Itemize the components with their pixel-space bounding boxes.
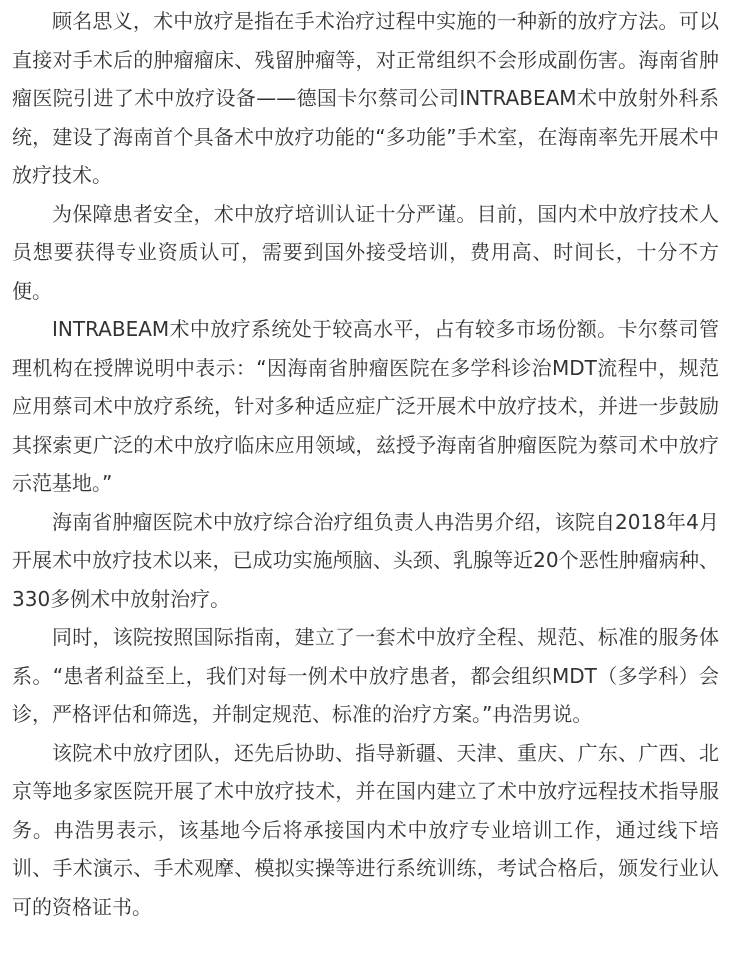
paragraph-6: 该院术中放疗团队，还先后协助、指导新疆、天津、重庆、广东、广西、北京等地多家医院开展了术中放疗技术，并在国内建立了术中放疗远程技术指导服务。冉浩男表示，该基地今后将承接国内术中放疗专业培训工作，通过线下培训、手术演示、手术观摩、模拟实操等进行系统训练，考试合格后，颁发行业认可的资格证书。: [12, 740, 719, 919]
paragraph-4: 海南省肿瘤医院术中放疗综合治疗组负责人冉浩男介绍，该院自2018年4月开展术中放疗技术以来，已成功实施颅脑、头颈、乳腺等近20个恶性肿瘤病种、330多例术中放射治疗。: [12, 509, 719, 611]
paragraph-1: 顾名思义，术中放疗是指在手术治疗过程中实施的一种新的放疗方法。可以直接对手术后的肿瘤瘤床、残留肿瘤等，对正常组织不会形成副伤害。海南省肿瘤医院引进了术中放疗设备——德国卡尔蔡司公司INTRABEAM术中放射外科系统，建设了海南首个具备术中放疗功能的“多功能”手术室，在海南率先开展术中放疗技术。: [12, 9, 719, 187]
paragraph-2: 为保障患者安全，术中放疗培训认证十分严谨。目前，国内术中放疗技术人员想要获得专业资质认可，需要到国外接受培训，费用高、时间长，十分不方便。: [12, 201, 719, 303]
paragraph-5: 同时，该院按照国际指南，建立了一套术中放疗全程、规范、标准的服务体系。“患者利益至上，我们对每一例术中放疗患者，都会组织MDT（多学科）会诊，严格评估和筛选，并制定规范、标准的治疗方案。”冉浩男说。: [12, 625, 719, 726]
paragraph-3: INTRABEAM术中放疗系统处于较高水平，占有较多市场份额。卡尔蔡司管理机构在授牌说明中表示：“因海南省肿瘤医院在多学科诊治MDT流程中，规范应用蔡司术中放疗系统，针对多种适应症广泛开展术中放疗技术，并进一步鼓励其探索更广泛的术中放疗临床应用领域，兹授予海南省肿瘤医院为蔡司术中放疗示范基地。”: [12, 317, 719, 495]
